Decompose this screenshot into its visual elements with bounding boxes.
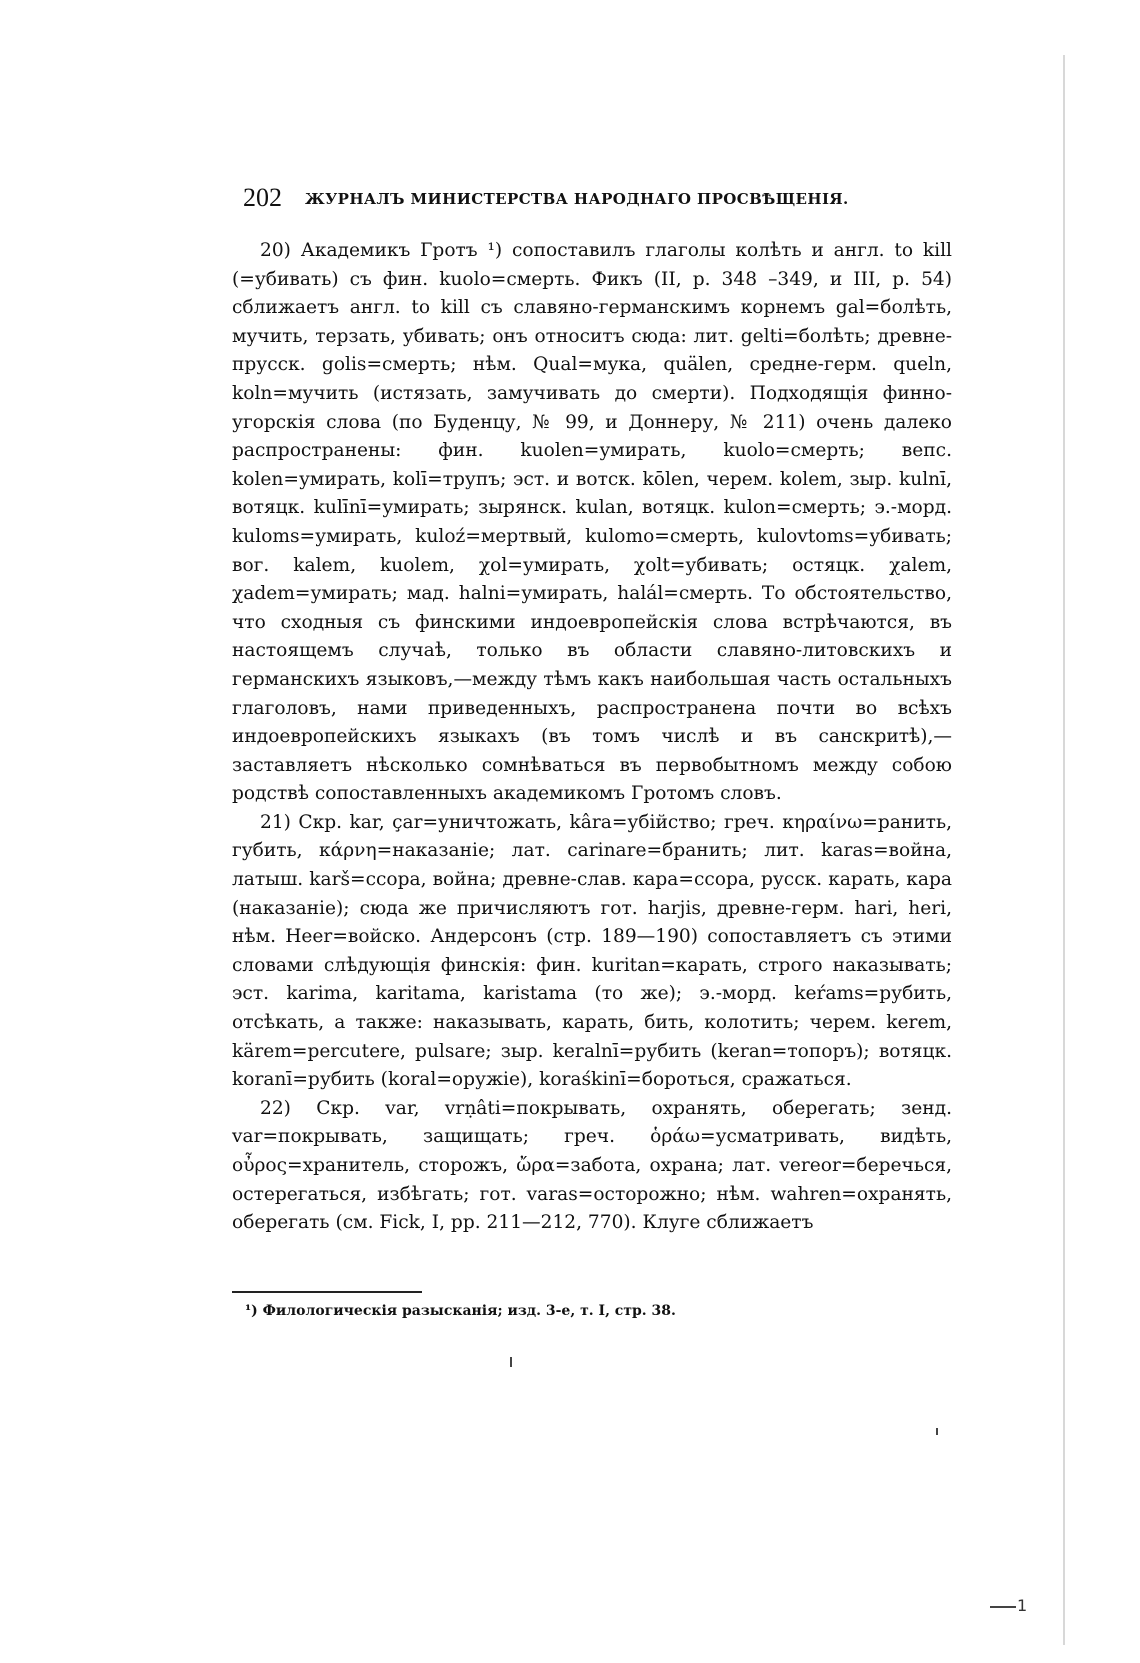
paragraph-20: 20) Академикъ Гротъ ¹) сопоставилъ глаголы колѣть и англ. to kill (=убивать) съ фин. kuolo=смерть. Фикъ (II, p. 348 –349, и III, p. 54) сближаетъ англ. to kill съ славяно-германскимъ корнемъ gal=болѣть, мучить, терзать, убивать; онъ относитъ сюда: лит. gelti=болѣть; древне-прусск. golis=смерть; нѣм. Qual=мука, quälen, средне-герм. queln, koln=мучить (истязать, замучивать до смерти). Подходящія финно-угорскія слова (по Буденцу, № 99, и Доннеру, № 211) очень далеко распространены: фин. kuolen=умирать, kuolo=смерть; вепс. kolen=умирать, kolī=трупъ; эст. и вотск. kōlen, черем. kolem, зыр. kulnī, вотяцк. kulīnī=умирать; зырянск. kulan, вотяцк. kulon=смерть; э.-морд. kuloms=умирать, kuloź=мертвый, kulomo=смерть, kulovtoms=убивать; вог. kalem, kuolem, χol=умирать, χolt=убивать; остяцк. χalem, χadem=умирать; мад. halni=умирать, halál=смерть. То обстоятельство, что сходныя съ финскими индоевропейскія слова встрѣчаются, въ настоящемъ случаѣ, только въ области славяно-литовскихъ и германскихъ языковъ,—между тѣмъ какъ наибольшая часть остальныхъ глаголовъ, нами приведенныхъ, распространена почти во всѣхъ индоевропейскихъ языкахъ (въ томъ числѣ и въ санскритѣ),—заставляетъ нѣсколько сомнѣваться въ первобытномъ между собою родствѣ сопоставленныхъ академикомъ Гротомъ словъ.	[232, 240, 952, 805]
running-title: ЖУРНАЛЪ МИНИСТЕРСТВА НАРОДНАГО ПРОСВѢЩЕНІЯ.	[305, 190, 849, 208]
page-edge-shadow	[1063, 55, 1065, 1645]
scan-speck	[990, 1606, 1016, 1608]
paragraph-21: 21) Скр. kar, çar=уничтожать, kâra=убійство; греч. κηραίνω=ранить, губить, κάρνη=наказаніе; лат. carinare=бранить; лит. karas=война, латыш. karš=ссора, война; древне-слав. кара=ссора, русск. карать, кара (наказаніе); сюда же причисляютъ гот. harjis, древне-герм. hari, heri, нѣм. Heer=войско. Андерсонъ (стр. 189—190) сопоставляетъ съ этими словами слѣдующія финскія: фин. kuritan=карать, строго наказывать; эст. karima, karitama, karistama (то же); э.-морд. keŕams=рубить, отсѣкать, а также: наказывать, карать, бить, колотить; черем. kerem, kärem=percutere, pulsare; зыр. keralnī=рубить (keran=топоръ); вотяцк. koranī=рубить (koral=оружіе), koraśkinī=бороться, сражаться.	[232, 811, 952, 1091]
scan-speck	[510, 1357, 512, 1367]
page-number: 202	[243, 183, 282, 212]
footnote-divider	[232, 1291, 422, 1293]
page-header	[243, 183, 863, 217]
footnote: ¹) Филологическія разысканія; изд. 3-е, т. I, стр. 38.	[245, 1303, 676, 1319]
body-text	[232, 237, 952, 1238]
corner-mark: 1	[1017, 1596, 1028, 1615]
paragraph-22: 22) Скр. var, vrṇâti=покрывать, охранять, оберегать; зенд. var=покрывать, защищать; греч. ὁράω=усматривать, видѣть, οὖρος=хранитель, сторожъ, ὤρα=забота, охрана; лат. vereor=беречься, остерегаться, избѣгать; гот. varas=осторожно; нѣм. wahren=охранять, оберегать (см. Fick, I, pp. 211—212, 770). Клуге сближаетъ	[232, 1097, 952, 1234]
scan-speck	[936, 1428, 938, 1435]
